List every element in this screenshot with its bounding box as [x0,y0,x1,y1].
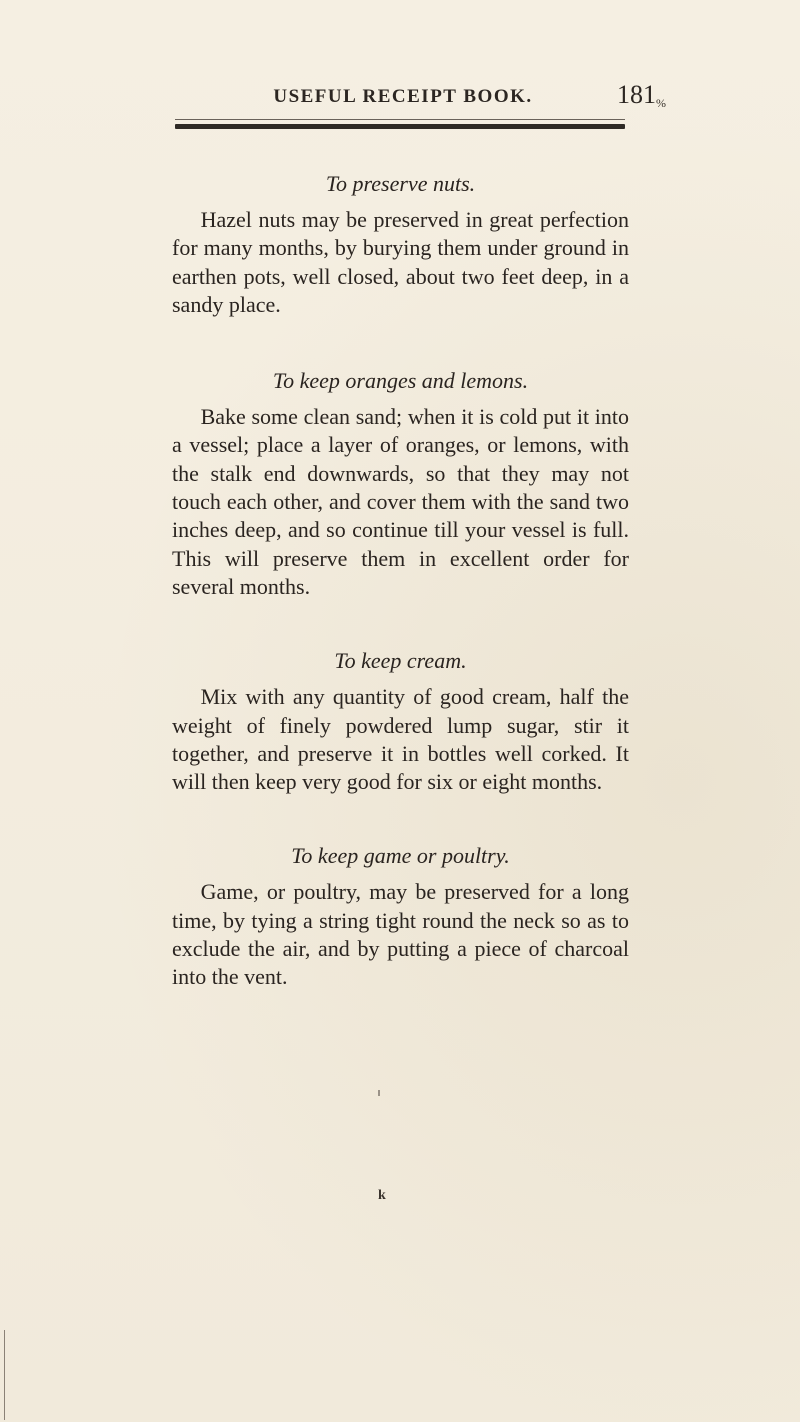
recipe-title: To keep oranges and lemons. [272,368,529,394]
recipe-body: Hazel nuts may be preserved in great perfection for many months, by burying them under ground in earthen pots, well closed, about two feet deep, in a sandy place. [172,207,629,317]
recipe-keep-cream [172,647,629,796]
signature-mark: k [378,1188,386,1203]
recipe-preserve-nuts [172,170,629,319]
recipe-body: Mix with any quantity of good cream, half the weight of finely powdered lump sugar, stir it together, and preserve it in bottles well corked. It will then keep very good for six or eight months. [172,684,629,795]
recipe-title: To keep game or poultry. [291,843,510,869]
page-content [172,170,629,992]
recipe-keep-oranges-lemons [172,367,629,601]
recipe-body: Game, or poultry, may be preserved for a long time, by tying a string tight round the neck so as to exclude the air, and by putting a piece of charcoal into the vent. [172,879,629,990]
running-title: USEFUL RECEIPT BOOK. [273,86,533,107]
recipe-keep-game-poultry [172,842,629,991]
recipe-body: Bake some clean sand; when it is cold put it into a vessel; place a layer of oranges, or lemons, with the stalk end downwards, so that they may not touch each other, and cover them with the sand two inches deep, and so continue till your vessel is full. This will preserve them in excellent order for several months. [172,404,629,599]
paper-speck [378,1090,380,1096]
page-header [0,80,800,120]
header-rule [175,124,625,129]
page-number: 181 [617,80,656,109]
recipe-title: To preserve nuts. [325,171,476,196]
recipe-title: To keep cream. [334,648,467,674]
corner-mark: % [656,96,666,110]
header-rule-thin [175,119,625,120]
page-edge-line [4,1330,5,1420]
